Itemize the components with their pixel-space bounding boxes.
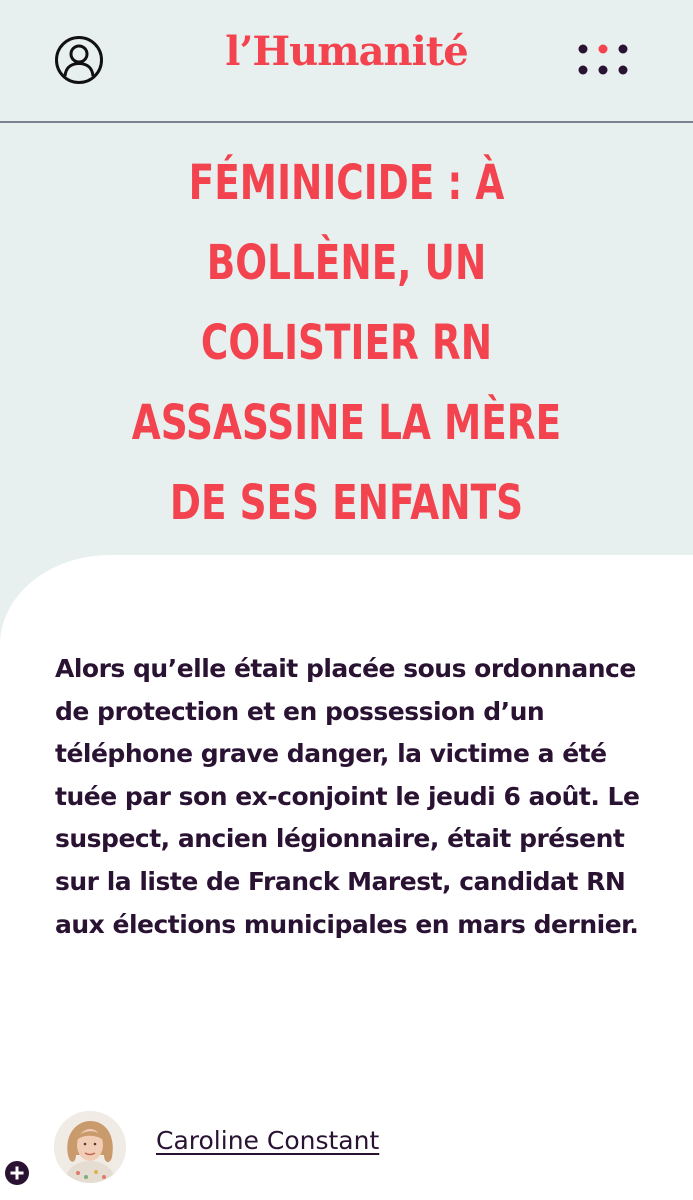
- author-avatar[interactable]: [54, 1111, 126, 1183]
- menu-button[interactable]: [574, 40, 634, 80]
- site-header: [0, 0, 693, 122]
- dots-grid-icon: [574, 40, 634, 80]
- expand-button[interactable]: [4, 1160, 30, 1186]
- header-divider: [0, 121, 693, 123]
- site-logo[interactable]: l’Humanité: [225, 28, 468, 75]
- author-portrait: [54, 1111, 126, 1183]
- article-headline: FÉMINICIDE : À BOLLÈNE, UN COLISTIER RN ASSASSINE LA MÈRE DE SES ENFANTS: [131, 155, 562, 531]
- article-summary: Alors qu’elle était placée sous ordonnance de protection et en possession d’un téléphone grave danger, la victime a été tuée par son ex-conjoint le jeudi 6 août. Le suspect, ancien légionnaire, était présent sur la liste de Franck Marest, candidat RN aux élections municipales en mars dernier.: [55, 654, 640, 939]
- plus-circle-icon: [4, 1160, 30, 1186]
- author-link[interactable]: Caroline Constant: [156, 1126, 380, 1155]
